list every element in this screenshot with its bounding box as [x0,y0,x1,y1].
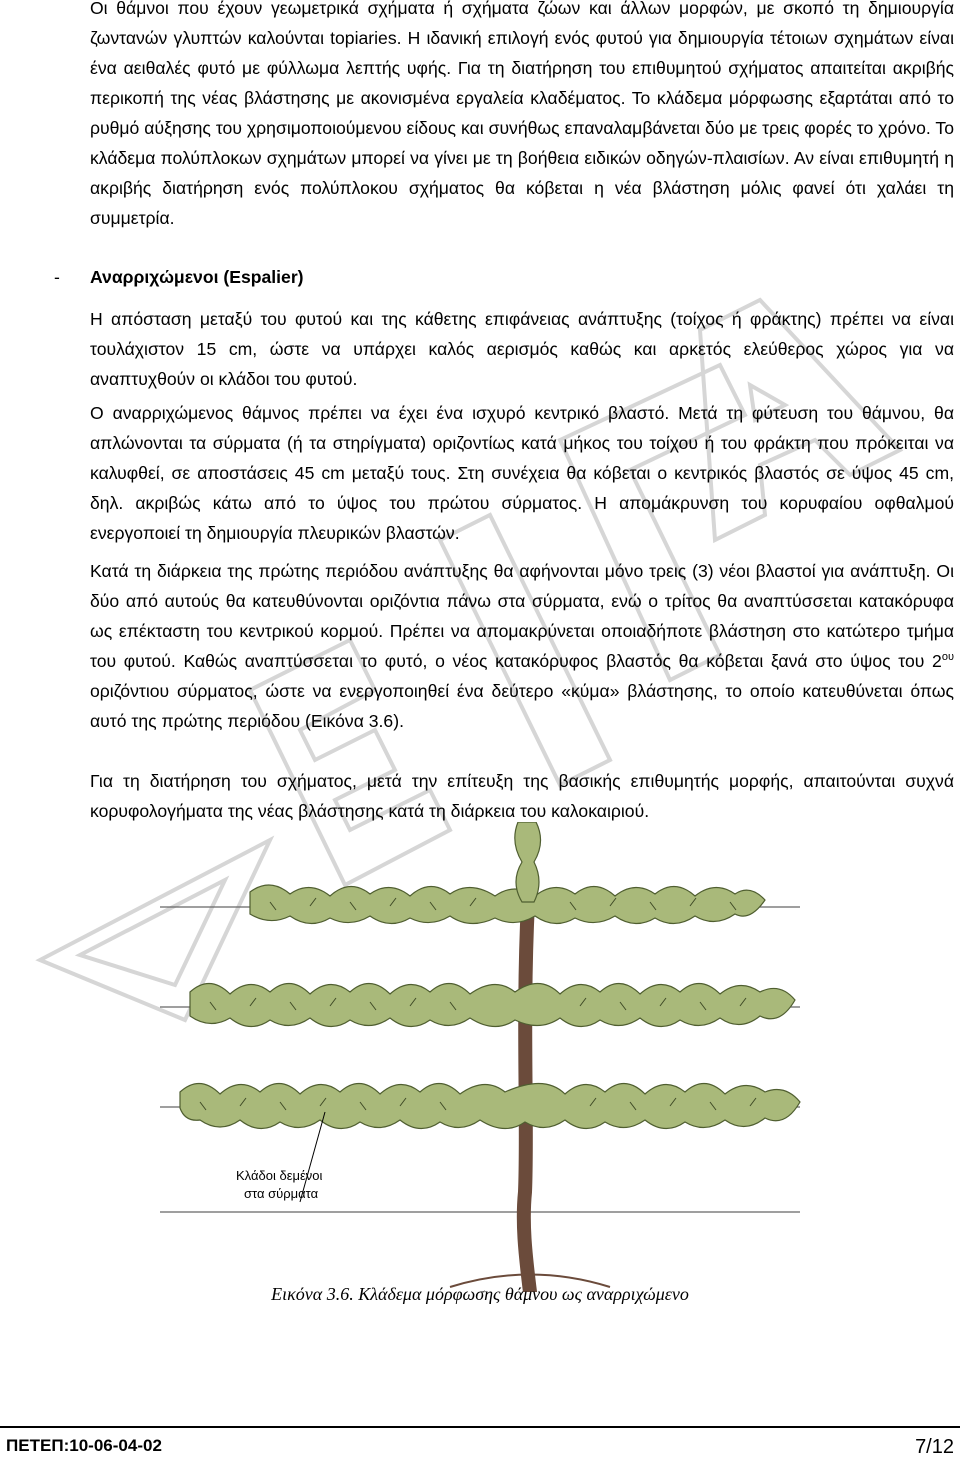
document-code: ΠΕΤΕΠ:10-06-04-02 [6,1436,162,1455]
heading-dash: - [54,267,60,287]
paragraph-central-shoot: Ο αναρριχώμενος θάμνος πρέπει να έχει ένα ισχυρό κεντρικό βλαστό. Μετά τη φύτευση του θάμνου, θα απλώνονται τα σύρματα (ή τα στηρίγματα) οριζοντίως κατά μήκος του τοίχου ή του φράκτη που πρόκειται να καλυφθεί, σε αποστάσεις 45 cm μεταξύ τους. Στη συνέχεια θα κόβεται ο κεντρικός βλαστός σε ύψος 45 cm, δηλ. ακριβώς κάτω από το ύψος του πρώτου σύρματος. Η απομάκρυνση του κορυφαίου οφθαλμού ενεργοποιεί τη δημιουργία πλευρικών βλαστών. [90,403,954,543]
ordinal-superscript: ου [941,651,954,664]
page-number: 7/12 [915,1436,954,1458]
figure-caption: Εικόνα 3.6. Κλάδεμα μόρφωσης θάμνου ως αναρριχώμενο [271,1284,689,1304]
footer-divider [0,1426,960,1428]
paragraph-first-period [90,556,954,736]
paragraph-maintenance: Για τη διατήρηση του σχήματος, μετά την επίτευξη της βασικής επιθυμητής μορφής, απαιτούνται συχνά κορυφολογήματα της νέας βλάστησης κατά τη διάρκεια του καλοκαιριού. [90,771,954,821]
figure-label-line2: στα σύρματα [244,1186,319,1201]
section-heading [54,262,304,292]
paragraph-distance: Η απόσταση μεταξύ του φυτού και της κάθετης επιφάνειας ανάπτυξης (τοίχος ή φράκτης) πρέπει να είναι τουλάχιστον 15 cm, ώστε να υπάρχει καλός αερισμός καθώς και αρκετός ελεύθερος χώρος για να αναπτυχθούν οι κλάδοι του φυτού. [90,309,954,389]
figure-label-line1: Κλάδοι δεμένοι [236,1168,323,1183]
heading-text: Αναρριχώμενοι (Espalier) [90,267,304,287]
paragraph-first-period-a: Κατά τη διάρκεια της πρώτης περιόδου ανάπτυξης θα αφήνονται μόνο τρεις (3) νέοι βλαστοί για ανάπτυξη. Οι δύο από αυτούς θα κατευθύνονται οριζόντια πάνω στα σύρματα, ενώ ο τρίτος θα αναπτύσσεται κατακόρυφα ως επέκταστη του κεντρικού κορμού. Πρέπει να απομακρύνεται οποιαδήποτε βλάστηση στο κατώτερο τμήμα του φυτού. Καθώς αναπτύσσεται το φυτό, ο νέος κατακόρυφος βλαστός θα κόβεται ξανά στο ύψος του 2 [90,561,954,671]
paragraph-topiaries: Οι θάμνοι που έχουν γεωμετρικά σχήματα ή σχήματα ζώων και άλλων μορφών, με σκοπό τη δημιουργία ζωντανών γλυπτών καλούνται topiaries. Η ιδανική επιλογή ενός φυτού για δημιουργία τέτοιων σχημάτων είναι ένα αειθαλές φυτό με φύλλωμα λεπτής υφής. Για τη διατήρηση του επιθυμητού σχήματος απαιτείται ακριβής περικοπή της νέας βλάστησης με ακονισμένα εργαλεία κλαδέματος. Το κλάδεμα μόρφωσης εξαρτάται από το ρυθμό αύξησης του χρησιμοποιούμενου είδους και συνήθως επαναλαμβάνεται δύο με τρεις φορές το χρόνο. Το κλάδεμα πολύπλοκων σχημάτων μπορεί να γίνει με τη βοήθεια ειδικών οδηγών-πλαισίων. Αν είναι επιθυμητή η ακριβής διατήρηση ενός πολύπλοκου σχήματος θα κόβεται η νέα βλάστηση μόλις φανεί ότι χαλάει τη συμμετρία. [90,0,954,228]
espalier-illustration [150,822,810,1292]
paragraph-first-period-b: οριζόντιου σύρματος, ώστε να ενεργοποιηθεί ένα δεύτερο «κύμα» βλάστησης, το οποίο κατευθύνεται όπως αυτό της πρώτης περιόδου (Εικόνα 3.6). [90,681,954,731]
